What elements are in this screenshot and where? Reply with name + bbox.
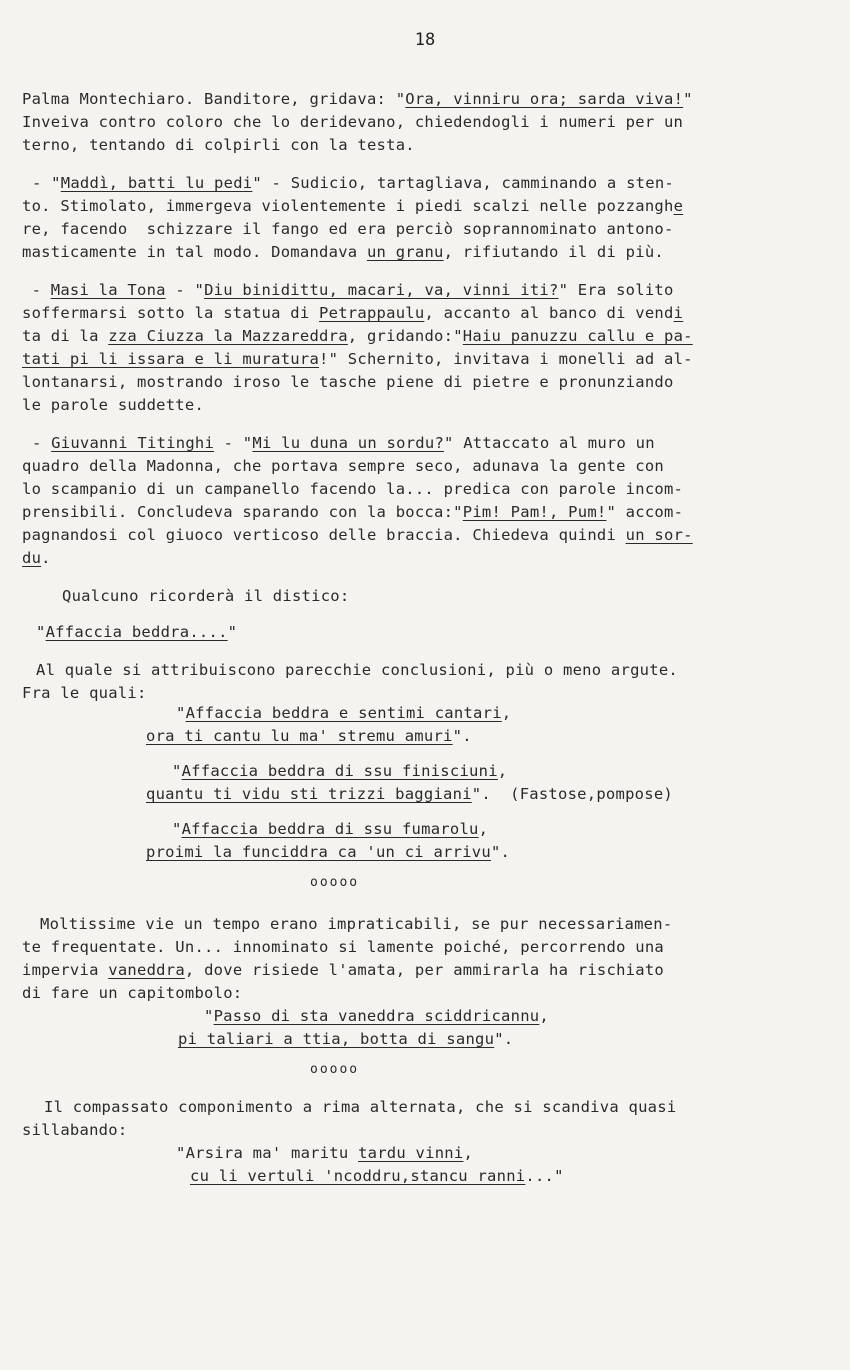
text-segment: "	[683, 90, 693, 108]
underlined-phrase: Pim! Pam!, Pum!	[462, 503, 607, 521]
text-segment: quadro della Madonna, che portava sempre seco, adunava la gente con	[22, 457, 664, 475]
text-segment: terno, tentando di colpirli con la testa.	[22, 136, 415, 154]
text-segment: prensibili. Concludeva sparando con la bocca:"	[22, 503, 463, 521]
text-segment: ,	[539, 1007, 549, 1025]
text-line	[22, 395, 204, 415]
text-line	[22, 683, 147, 703]
text-segment: Qualcuno ricorderà il distico:	[62, 587, 350, 605]
underlined-phrase: Mi lu duna un sordu?	[252, 434, 445, 452]
text-segment: ,	[478, 820, 489, 838]
text-line	[22, 960, 664, 980]
text-segment: Inveiva contro coloro che lo deridevano, chiedendogli i numeri per un	[22, 113, 684, 131]
underlined-phrase: vaneddra	[108, 961, 185, 979]
underlined-phrase: Affaccia beddra....	[45, 623, 228, 641]
text-segment: impervia	[22, 961, 109, 979]
text-line	[22, 983, 242, 1003]
text-segment: "	[172, 820, 182, 838]
text-line	[40, 914, 672, 934]
text-line	[146, 784, 673, 804]
text-segment: -	[22, 281, 51, 299]
text-segment: , rifiutando il di più.	[443, 243, 664, 261]
text-line	[176, 1143, 473, 1163]
text-segment: - "	[214, 434, 253, 452]
text-segment: "Arsira ma' maritu	[176, 1144, 359, 1162]
text-line	[172, 761, 507, 781]
text-segment: "	[176, 704, 186, 722]
text-line	[146, 726, 472, 746]
underlined-phrase: un sor-	[625, 526, 693, 544]
text-segment: ".	[452, 727, 472, 745]
underlined-phrase: Maddì, batti lu pedi	[60, 174, 253, 192]
text-line	[22, 303, 683, 323]
text-segment: ,	[497, 762, 508, 780]
underlined-phrase: Diu binidittu, macari, va, vinni iti?	[204, 281, 559, 299]
text-segment: " Attaccato al muro un	[444, 434, 655, 452]
text-line	[22, 479, 683, 499]
section-separator: ooooo	[310, 875, 360, 890]
text-segment: .	[41, 549, 51, 567]
text-line	[62, 586, 349, 606]
text-segment: "	[227, 623, 238, 641]
text-segment: Moltissime vie un tempo erano impraticabili, se pur necessariamen-	[40, 915, 673, 933]
text-segment: -	[32, 434, 52, 452]
text-line	[22, 219, 674, 239]
text-line	[22, 1120, 127, 1140]
text-segment: to. Stimolato, immergeva violentemente i piedi scalzi nelle pozzangh	[22, 197, 674, 215]
text-line	[146, 842, 510, 862]
underlined-phrase: ora ti cantu lu ma' stremu amuri	[146, 727, 453, 745]
text-segment: masticamente in tal modo. Domandava	[22, 243, 367, 261]
text-line	[22, 548, 51, 568]
text-line	[178, 1029, 513, 1049]
underlined-phrase: Affaccia beddra di ssu finisciuni	[181, 762, 498, 780]
text-segment: - "	[32, 174, 61, 192]
underlined-phrase: tati pi li issara e li muratura	[22, 350, 320, 368]
underlined-phrase: Giuvanni Titinghi	[51, 434, 215, 452]
text-segment: " accom-	[606, 503, 684, 521]
text-segment: , accanto al banco di vend	[424, 304, 674, 322]
text-line	[22, 502, 683, 522]
text-segment: ..."	[525, 1167, 564, 1185]
text-line	[22, 112, 683, 132]
text-segment: ,	[501, 704, 512, 722]
underlined-phrase: du	[22, 549, 42, 567]
underlined-phrase: quantu ti vidu sti trizzi baggiani	[146, 785, 472, 803]
text-segment: soffermarsi sotto la statua di	[22, 304, 320, 322]
text-line	[22, 89, 693, 109]
text-segment: lo scampanio di un campanello facendo la... predica con parole incom-	[22, 480, 684, 498]
underlined-phrase: i	[673, 304, 684, 322]
text-segment: sillabando:	[22, 1121, 128, 1139]
text-line	[22, 280, 674, 300]
underlined-phrase: tardu vinni	[358, 1144, 464, 1162]
underlined-phrase: Passo di sta vaneddra sciddricannu	[213, 1007, 540, 1025]
text-segment: Palma Montechiaro. Banditore, gridava: "	[22, 90, 406, 108]
text-segment: ta di la	[22, 327, 109, 345]
text-line	[36, 660, 678, 680]
underlined-phrase: e	[673, 197, 684, 215]
text-segment: "	[36, 623, 46, 641]
text-line	[22, 135, 415, 155]
text-segment: Il compassato componimento a rima alternata, che si scandiva quasi	[44, 1098, 677, 1116]
section-separator: ooooo	[310, 1062, 360, 1077]
underlined-phrase: Haiu panuzzu callu e pa-	[462, 327, 693, 345]
text-segment: "	[172, 762, 182, 780]
text-line	[44, 1097, 676, 1117]
text-line	[22, 937, 664, 957]
text-segment: " - Sudicio, tartagliava, camminando a sten-	[252, 174, 674, 192]
text-segment: ,	[463, 1144, 474, 1162]
text-segment: !" Schernito, invitava i monelli ad al-	[319, 350, 693, 368]
text-segment: di fare un capitombolo:	[22, 984, 243, 1002]
underlined-phrase: proimi la funciddra ca 'un ci arrivu	[146, 843, 491, 861]
text-line	[190, 1166, 564, 1186]
text-line	[172, 819, 488, 839]
underlined-phrase: Ora, vinniru ora; sarda viva!	[405, 90, 684, 108]
text-line	[22, 349, 693, 369]
text-segment: " Era solito	[558, 281, 674, 299]
text-segment: pagnandosi col giuoco verticoso delle braccia. Chiedeva quindi	[22, 526, 626, 544]
text-segment: "	[204, 1007, 214, 1025]
page-number: 18	[414, 30, 436, 50]
text-segment: lontanarsi, mostrando iroso le tasche piene di pietre e pronunziando	[22, 373, 674, 391]
text-line	[22, 196, 683, 216]
underlined-phrase: Affaccia beddra e sentimi cantari	[185, 704, 502, 722]
underlined-phrase: Affaccia beddra di ssu fumarolu	[181, 820, 479, 838]
text-segment: ". (Fastose,pompose)	[471, 785, 673, 803]
text-segment: , gridando:"	[347, 327, 463, 345]
text-segment: ".	[494, 1030, 514, 1048]
text-line	[22, 372, 674, 392]
underlined-phrase: Petrappaulu	[319, 304, 425, 322]
text-segment: Al quale si attribuiscono parecchie conclusioni, più o meno argute.	[36, 661, 678, 679]
text-segment: , dove risiede l'amata, per ammirarla ha rischiato	[184, 961, 664, 979]
text-line	[22, 242, 664, 262]
underlined-phrase: zza Ciuzza la Mazzareddra	[108, 327, 348, 345]
text-segment: te frequentate. Un... innominato si lamente poiché, percorrendo una	[22, 938, 664, 956]
text-segment: re, facendo schizzare il fango ed era perciò soprannominato antono-	[22, 220, 674, 238]
underlined-phrase: un granu	[366, 243, 444, 261]
underlined-phrase: Masi la Tona	[50, 281, 166, 299]
underlined-phrase: pi taliari a ttia, botta di sangu	[178, 1030, 495, 1048]
text-line	[176, 703, 511, 723]
underlined-phrase: cu li vertuli 'ncoddru,stancu ranni	[190, 1167, 526, 1185]
text-segment: ".	[490, 843, 511, 861]
text-line	[36, 622, 237, 642]
text-line	[22, 525, 693, 545]
text-line	[32, 173, 674, 193]
text-line	[204, 1006, 549, 1026]
text-segment: Fra le quali:	[22, 684, 147, 702]
text-line	[22, 456, 664, 476]
text-line	[32, 433, 655, 453]
text-line	[22, 326, 693, 346]
text-segment: - "	[165, 281, 205, 299]
text-segment: le parole suddette.	[22, 396, 205, 414]
